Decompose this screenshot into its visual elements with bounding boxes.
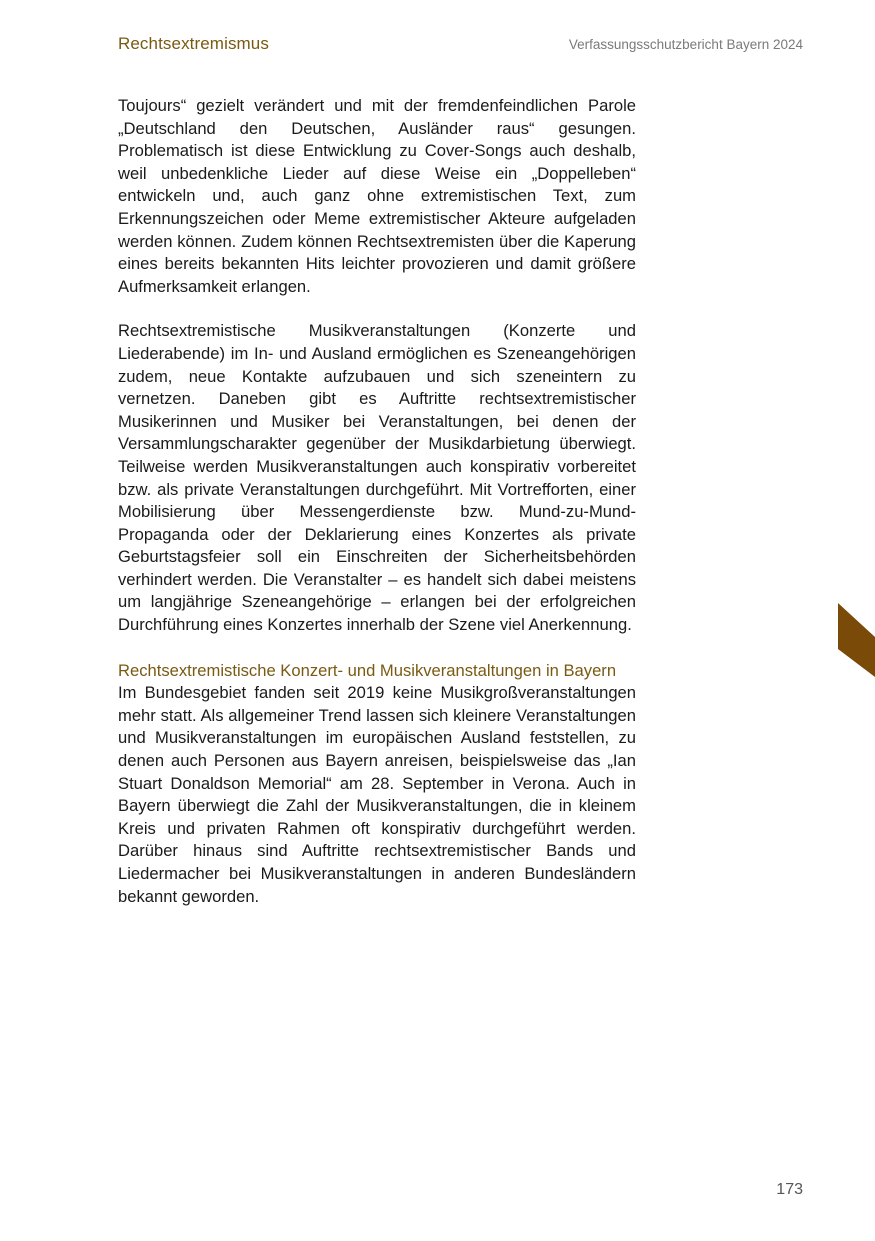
publication-title: Verfassungsschutzbericht Bayern 2024 [568, 37, 803, 52]
chapter-tab-shape [838, 603, 875, 677]
chapter-tab-marker [838, 603, 875, 677]
main-content [118, 95, 636, 908]
page-number: 173 [776, 1181, 803, 1198]
body-paragraph-2: Rechtsextremistische Musikveranstaltungen (Konzerte und Liederabende) im In- und Ausland ermöglichen es Szeneangehörigen zudem, neue Kontakte aufzubauen und sich szeneintern zu vernetzen. Daneben gibt es Auftritte rechtsextremistischer Musikerinnen und Musiker bei Veranstaltungen, bei denen der Versammlungscharakter gegenüber der Musikdarbietung überwiegt. Teilweise werden Musikveranstaltungen auch konspirativ vorbereitet bzw. als private Veranstaltungen durchgeführt. Mit Vortrefforten, einer Mobilisierung über Messengerdienste bzw. Mund-zu-Mund-Propaganda oder der Deklarierung eines Konzertes als private Geburtstagsfeier soll ein Einschreiten der Sicherheitsbehörden verhindert werden. Die Veranstalter – es handelt sich dabei meistens um langjährige Szeneangehörige – erlangen bei der erfolgreichen Durchführung eines Konzertes innerhalb der Szene viel Anerkennung. [118, 321, 636, 635]
body-paragraph-1: Toujours“ gezielt verändert und mit der fremdenfeindlichen Parole „Deutschland den Deutschen, Ausländer raus“ gesungen. Problematisch ist diese Entwicklung zu Cover-Songs auch deshalb, weil unbedenkliche Lieder auf diese Weise ein „Doppelleben“ entwickeln und, auch ganz ohne extremistischen Text, zum Erkennungszeichen oder Meme extremistischer Akteure aufgeladen werden können. Zudem können Rechtsextremisten über die Kaperung eines bereits bekannten Hits leichter provozieren und damit größere Aufmerksamkeit erlangen. [118, 96, 636, 296]
section-paragraph: Im Bundesgebiet fanden seit 2019 keine Musikgroßveranstaltungen mehr statt. Als allgemeiner Trend lassen sich kleinere Veranstaltungen und Musikveranstaltungen im europäischen Ausland feststellen, zu denen auch Personen aus Bayern anreisen, beispielsweise das „Ian Stuart Donaldson Memorial“ am 28. September in Verona. Auch in Bayern überwiegt die Zahl der Musikveranstaltungen, die in kleinem Kreis und privaten Rahmen oft konspirativ durchgeführt werden. Darüber hinaus sind Auftritte rechtsextremistischer Bands und Liedermacher bei Musikveranstaltungen in anderen Bundesländern bekannt geworden. [118, 683, 636, 906]
chapter-title: Rechtsextremismus [118, 34, 269, 53]
section-heading: Rechtsextremistische Konzert- und Musikveranstaltungen in Bayern [118, 660, 617, 680]
